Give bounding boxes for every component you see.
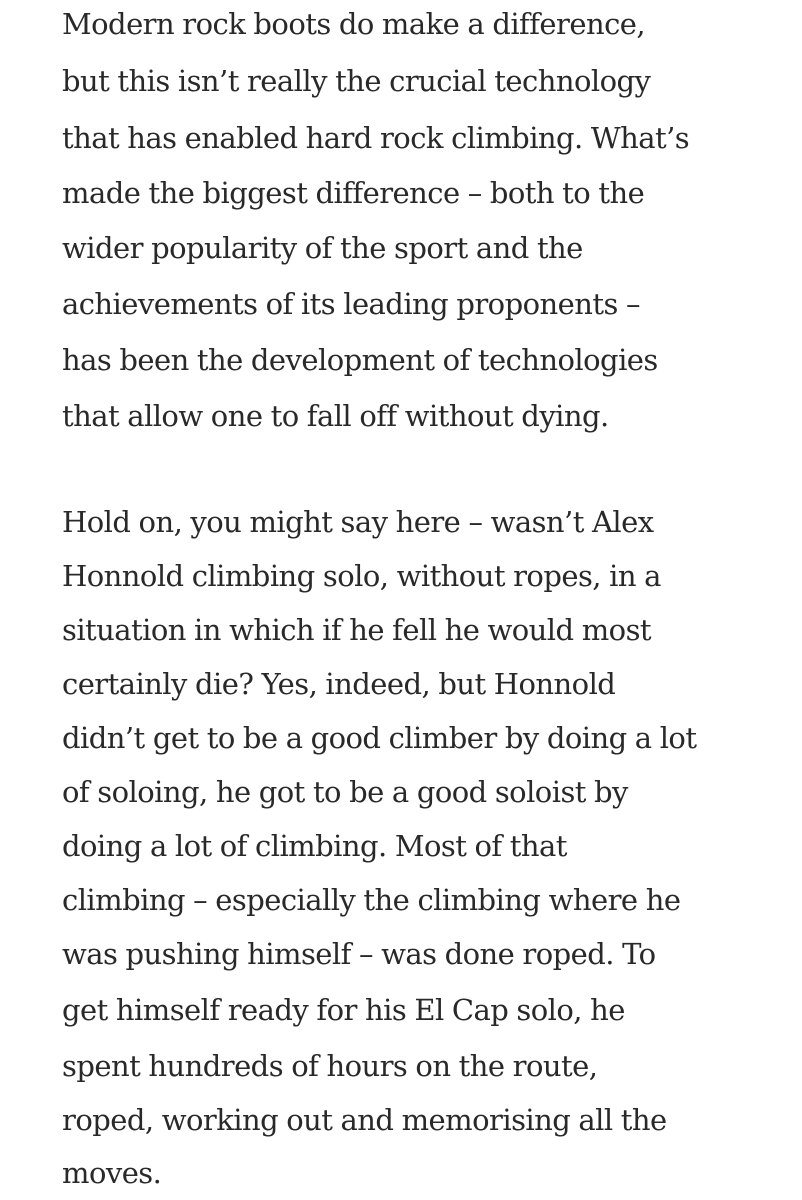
text-line: roped, working out and memorising all the [62,1103,667,1137]
text-line: Honnold climbing solo, without ropes, in a [62,559,661,593]
text-line: that has enabled hard rock climbing. What’s [62,121,690,155]
text-line: doing a lot of climbing. Most of that [62,829,567,863]
text-line: certainly die? Yes, indeed, but Honnold [62,667,616,701]
text-line: achievements of its leading proponents – [62,287,640,321]
text-line: was pushing himself – was done roped. To [62,937,656,971]
text-line: spent hundreds of hours on the route, [62,1049,598,1083]
text-line: situation in which if he fell he would most [62,613,652,647]
text-line: made the biggest difference – both to the [62,176,645,210]
text-line: get himself ready for his El Cap solo, he [62,993,625,1027]
text-line: climbing – especially the climbing where he [62,883,681,917]
text-line: moves. [62,1156,162,1190]
text-line: didn’t get to be a good climber by doing a lot [62,721,697,755]
text-line: has been the development of technologies [62,343,658,377]
text-line: Hold on, you might say here – wasn’t Alex [62,505,654,539]
text-line: of soloing, he got to be a good soloist by [62,775,628,809]
text-line: wider popularity of the sport and the [62,231,583,265]
text-line: Modern rock boots do make a difference, [62,7,646,41]
text-line: but this isn’t really the crucial technology [62,64,651,98]
text-line: that allow one to fall off without dying. [62,399,609,433]
